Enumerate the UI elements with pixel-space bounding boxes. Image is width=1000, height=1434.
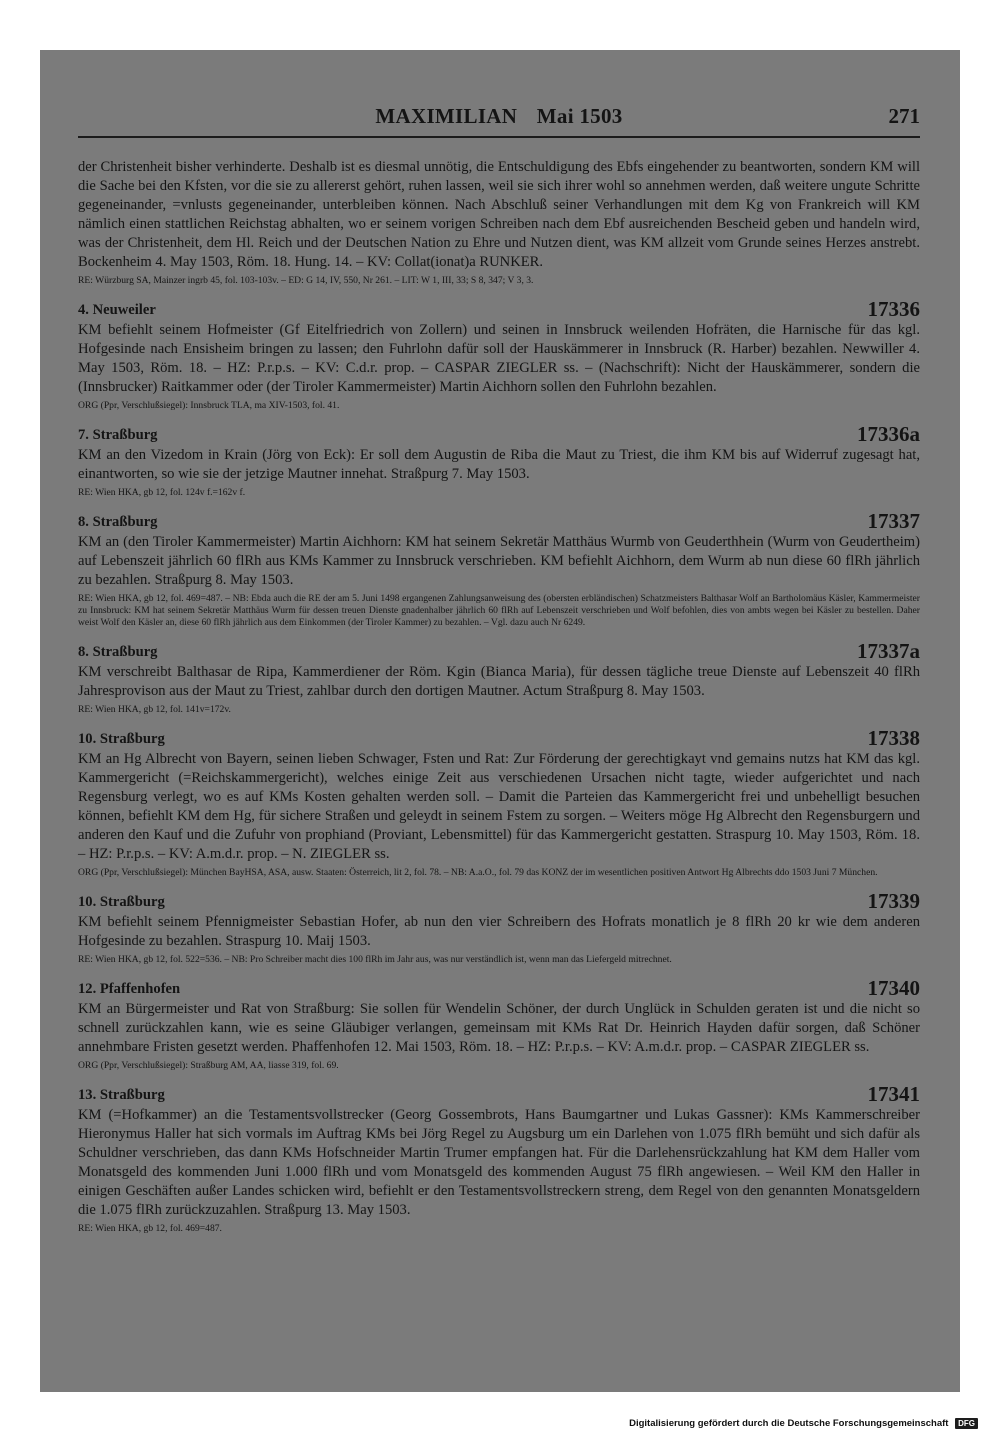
- entry-number: 17336a: [857, 422, 920, 446]
- entry-number: 17340: [867, 976, 920, 1000]
- intro-note: RE: Würzburg SA, Mainzer ingrb 45, fol. 103-103v. – ED: G 14, IV, 550, Nr 261. – LIT: W 1, III, 33; S 8, 347; V 3, 3.: [78, 275, 534, 286]
- entry-note: RE: Wien HKA, gb 12, fol. 522=536. – NB: Pro Schreiber macht dies 100 flRh im Jahr aus, was nur verständlich ist, wenn man das Liefergeld mitrechnet.: [78, 954, 672, 965]
- entry-date: 8. Straßburg: [78, 644, 158, 660]
- entry-header: [78, 976, 920, 1000]
- entry-text: KM verschreibt Balthasar de Ripa, Kammerdiener der Röm. Kgin (Bianca Maria), für dessen tägliche treue Dienste auf Lebenszeit 40 flRh Jahresprovison aus der Maut zu Triest, zahlbar durch den dortigen Mautner. Actum Straßpurg 8. May 1503.: [78, 664, 920, 699]
- entry-note: RE: Wien HKA, gb 12, fol. 124v f.=162v f.: [78, 487, 246, 498]
- register-entry: [78, 889, 920, 966]
- entry-text: KM an den Vizedom in Krain (Jörg von Eck): Er soll dem Augustin de Riba die Maut zu Triest, die ihm KM bis auf Widerruf zugesagt hat, einantworten, so wie sie der jetzige Mautner innehat. Straßpurg 7. May 1503.: [78, 447, 920, 482]
- register-entry: [78, 509, 920, 629]
- entry-note: RE: Wien HKA, gb 12, fol. 469=487.: [78, 1223, 222, 1234]
- entry-number: 17339: [867, 889, 920, 913]
- entry-note: ORG (Ppr, Verschlußsiegel): München BayHSA, ASA, ausw. Staaten: Österreich, lit 2, fol. 78. – NB: A.a.O., fol. 79 das KONZ der im wesentlichen positiven Antwort Hg Albrechts ddo 1503 Juni 7 München.: [78, 867, 878, 878]
- entry-header: [78, 889, 920, 913]
- page-title: [78, 104, 920, 129]
- entry-header: [78, 422, 920, 446]
- footer-text: Digitalisierung gefördert durch die Deutsche Forschungsgemeinschaft: [629, 1418, 949, 1429]
- entry-note: ORG (Ppr, Verschlußsiegel): Innsbruck TLA, ma XIV-1503, fol. 41.: [78, 400, 340, 411]
- register-entry: [78, 422, 920, 499]
- entry-text: KM befiehlt seinem Pfennigmeister Sebastian Hofer, ab nun den vier Schreibern des Hofrats monatlich je 8 flRh 20 kr wie dem anderen Hofgesinde zu bezahlen. Straspurg 10. Maij 1503.: [78, 914, 920, 949]
- register-entry: [78, 726, 920, 879]
- entry-number: 17337: [867, 509, 920, 533]
- entry-text: KM an Hg Albrecht von Bayern, seinen lieben Schwager, Fsten und Rat: Zur Förderung der gerechtigkayt vnd gemains nutzs hat KM das kgl. Kammergericht (=Reichskammergericht), welches einige Zeit aus verschiedenen Ursachen nicht tagte, wieder aufgerichtet und nach Regensburg verlegt, wo es auf KMs Kosten gehalten werden soll. – Damit die Parteien das Kammergericht frei und unbehelligt besuchen können, befiehlt KM dem Hg, für sichere Straßen und geleydt in seinem Fstem zu sorgen. – Weiters möge Hg Albrecht den Regensburgern und anderen den Kauf und die Zufuhr von prophiand (Proviant, Lebensmittel) für das Kammergericht gestatten. Straspurg 10. May 1503, Röm. 18. – HZ: P.r.p.s. – KV: A.m.d.r. prop. – N. ZIEGLER ss.: [78, 751, 920, 862]
- entry-header: [78, 509, 920, 533]
- running-header: [78, 104, 920, 138]
- entry-header: [78, 639, 920, 663]
- entry-number: 17338: [867, 726, 920, 750]
- entry-date: 7. Straßburg: [78, 427, 158, 443]
- entry-number: 17341: [867, 1082, 920, 1106]
- entry-number: 17337a: [857, 639, 920, 663]
- entry-text: KM an Bürgermeister und Rat von Straßburg: Sie sollen für Wendelin Schöner, der durch Unglück in Schulden geraten ist und die nicht so schnell zurückzahlen kann, wie es seine Gläubiger verlangen, gemeinsam mit KMs Rat Dr. Heinrich Hayden dafür sorgen, daß Schöner annehmbare Fristen gesetzt werden. Phaffenhofen 12. Mai 1503, Röm. 18. – HZ: P.r.p.s. – KV: A.m.d.r. prop. – CASPAR ZIEGLER ss.: [78, 1001, 920, 1055]
- entry-header: [78, 726, 920, 750]
- register-entry: [78, 1082, 920, 1235]
- dfg-logo: DFG: [955, 1418, 978, 1429]
- title-name: MAXIMILIAN: [375, 104, 518, 128]
- entry-date: 12. Pfaffenhofen: [78, 981, 181, 997]
- entry-note: ORG (Ppr, Verschlußsiegel): Straßburg AM, AA, liasse 319, fol. 69.: [78, 1060, 339, 1071]
- header-rule: [78, 136, 920, 138]
- entry-date: 8. Straßburg: [78, 514, 158, 530]
- entry-date: 13. Straßburg: [78, 1087, 165, 1103]
- entry-date: 10. Straßburg: [78, 894, 165, 910]
- register-entry: [78, 639, 920, 716]
- title-date: Mai 1503: [536, 104, 623, 128]
- entry-date: 4. Neuweiler: [78, 302, 156, 318]
- funding-footer: [629, 1418, 978, 1429]
- entry-text: KM befiehlt seinem Hofmeister (Gf Eitelfriedrich von Zollern) und seinen in Innsbruck weilenden Hofräten, die Harnische für das kgl. Hofgesinde nach Ensisheim bringen zu lassen; den Fuhrlohn dafür soll der Hauskämmerer in Innsbruck (R. Harber) bezahlen. Newwiller 4. May 1503, Röm. 18. – HZ: P.r.p.s. – KV: C.d.r. prop. – CASPAR ZIEGLER ss. – (Nachschrift): Nicht der Hauskämmerer, sondern die (Innsbrucker) Raitkammer oder (der Tiroler Kammermeister) Martin Aichhorn sollen den Fuhrlohn bezahlen.: [78, 322, 920, 395]
- entry-text: KM an (den Tiroler Kammermeister) Martin Aichhorn: KM hat seinem Sekretär Matthäus Wurmb von Geuderthhein (Wurm von Geudertheim) auf Lebenszeit jährlich 60 flRh aus KMs Kammer zu Innsbruck verschrieben. KM befiehlt Aichhorn, dem Wurm ab nun diese 60 flRh jährlich zu bezahlen. Straßpurg 8. May 1503.: [78, 534, 920, 588]
- entry-note: RE: Wien HKA, gb 12, fol. 469=487. – NB: Ebda auch die RE der am 5. Juni 1498 ergangenen Zahlungsanweisung des (obersten erbländischen) Schatzmeisters Balthasar Wolf an Bartholomäus Käsler, Kammermeister zu Innsbruck: KM hat seinem Sekretär Matthäus Wurm für dessen treuen Dienste gnadenhalber jährlich 60 flRh auf Lebenszeit verschrieben und Wolf befohlen, dies von ambts wegen bei Käsler zu bestellen. Daher weist Wolf den Käsler an, diese 60 flRh jährlich aus dem Einkommen (der Tiroler Kammer) zu bezahlen. – Vgl. dazu auch Nr 6249.: [78, 593, 920, 628]
- register-content: [78, 158, 920, 1235]
- entry-text: KM (=Hofkammer) an die Testamentsvollstrecker (Georg Gossembrots, Hans Baumgartner und Lukas Gassner): KMs Kammerschreiber Hieronymus Haller hat sich vormals im Auftrag KMs bei Jörg Regel zu Augsburg um ein Darlehen von 1.075 flRh bemüht und sich dafür als Schuldner verschrieben, das dann KMs Hofschneider Martin Trumer empfangen hat. Für die Darlehensrückzahlung hat KM dem Haller vom Monatsgeld des kommenden Juni 1.000 flRh und vom Monatsgeld des kommenden August 75 flRh angewiesen. – Weil KM den Haller in einigen Geschäften außer Landes schicken wird, befiehlt er den Testamentsvollstreckern streng, dem Regel von den genannten Monatsgeldern die 1.075 flRh zurückzuzahlen. Straßpurg 13. May 1503.: [78, 1107, 920, 1218]
- entry-date: 10. Straßburg: [78, 731, 165, 747]
- intro-paragraph: der Christenheit bisher verhinderte. Deshalb ist es diesmal unnötig, die Entschuldigung des Ebfs eingehender zu beantworten, sondern KM will die Sache bei den Kfsten, vor die sie zu allererst gehört, ruhen lassen, weil sie sich ihrer wohl so annehmen werden, daß weitere ungute Schritte gegeneinander, =vnlusts gegeneinander, unterbleiben können. Nach Abschluß seiner Verhandlungen mit dem Kg von Frankreich will KM nämlich einen stattlichen Reichstag abhalten, wo er seinem vorigen Schreiben nach dem Ebf ausreichenden Bescheid geben und handeln wird, was der Christenheit, dem Hl. Reich und der Deutschen Nation zu Ehre und Nutzen dient, was KM allzeit vom Grunde seines Herzes anstrebt. Bockenheim 4. May 1503, Röm. 18. Hung. 14. – KV: Collat(ionat)a RUNKER.: [78, 159, 920, 270]
- entry-header: [78, 297, 920, 321]
- entry-note: RE: Wien HKA, gb 12, fol. 141v=172v.: [78, 704, 231, 715]
- register-entry: [78, 976, 920, 1072]
- register-entry: [78, 297, 920, 412]
- entry-header: [78, 1082, 920, 1106]
- entry-number: 17336: [867, 297, 920, 321]
- page-number: 271: [888, 104, 920, 128]
